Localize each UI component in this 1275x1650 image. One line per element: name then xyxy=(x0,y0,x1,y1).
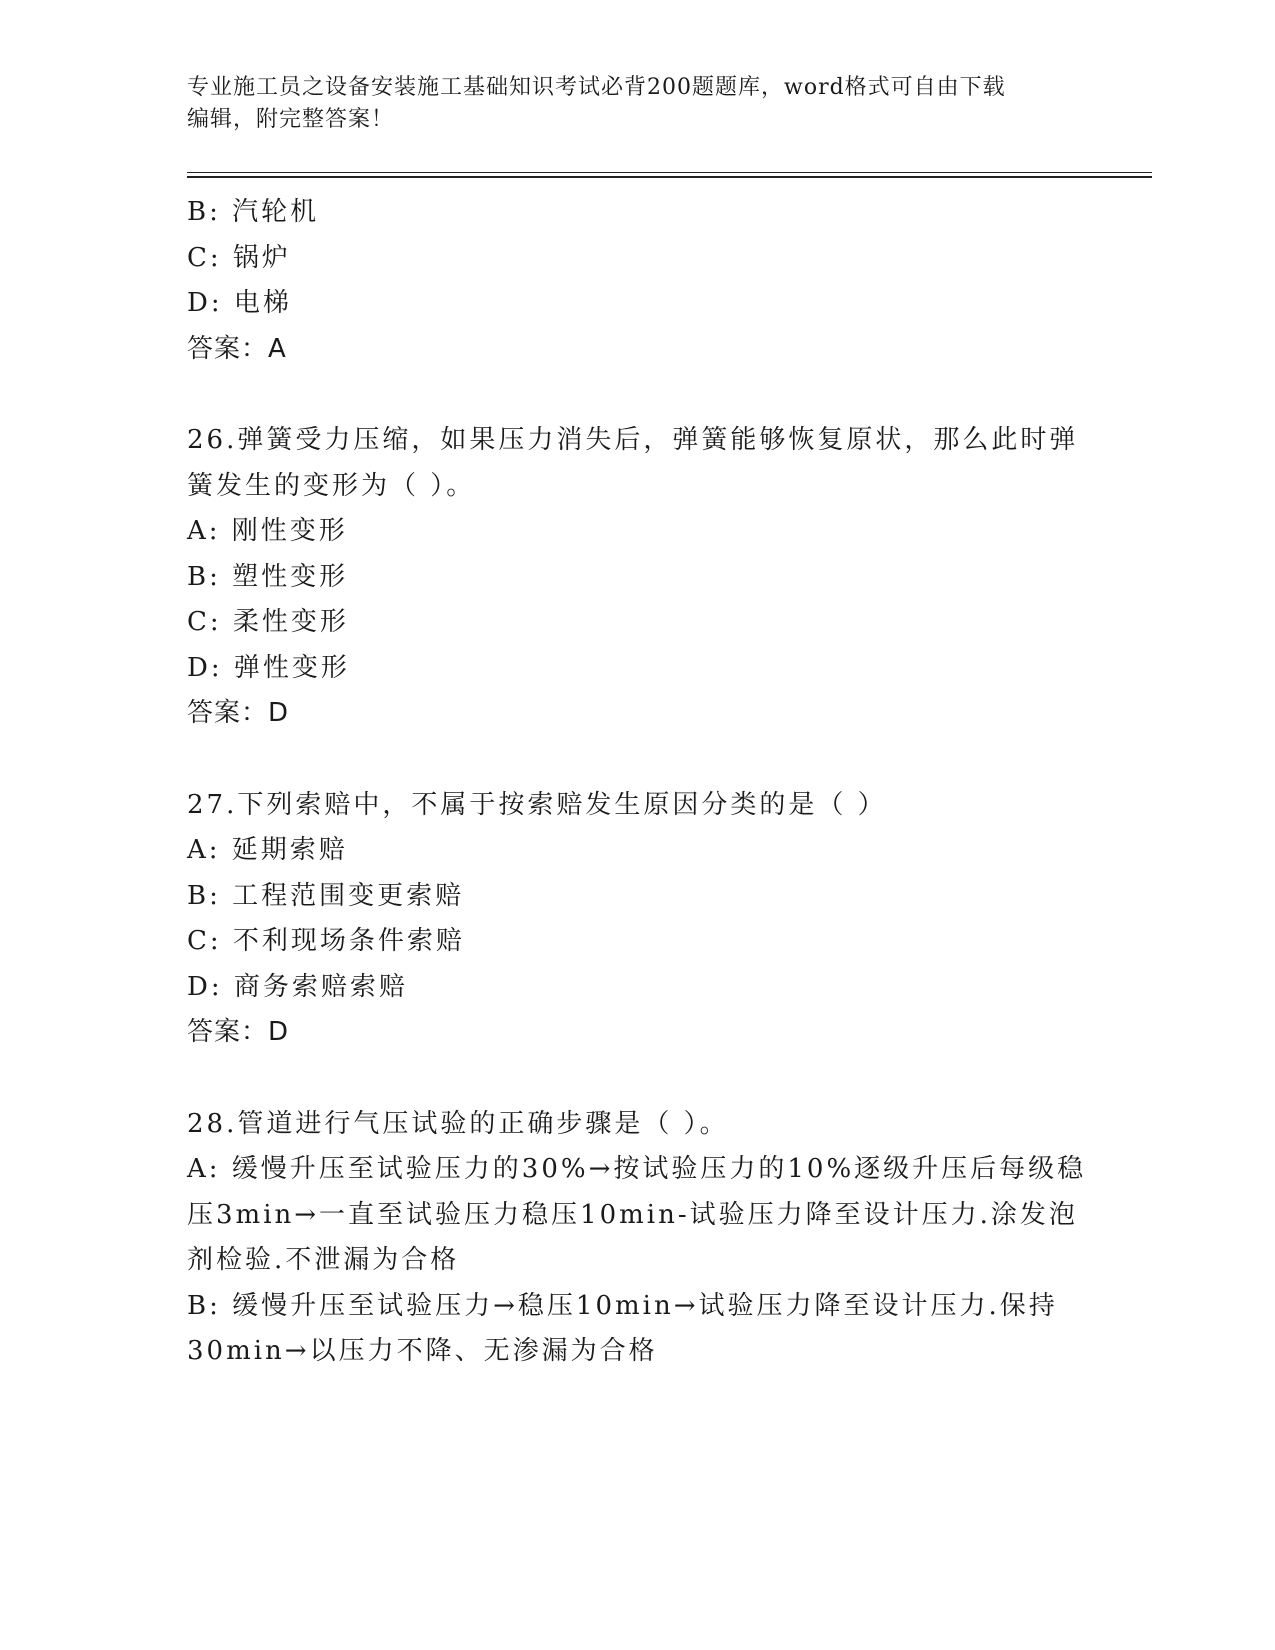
option-a-line-1: A: 缓慢升压至试验压力的30%→按试验压力的10%逐级升压后每级稳 xyxy=(187,1154,1087,1184)
header-title-line-1: 专业施工员之设备安装施工基础知识考试必背200题题库，word格式可自由下载 xyxy=(187,75,1006,100)
option-d: D: 电梯 xyxy=(187,288,292,318)
option-b: B: 塑性变形 xyxy=(187,561,349,592)
question-27 xyxy=(187,783,1087,1056)
header-title-line-2: 编辑，附完整答案！ xyxy=(187,107,395,132)
option-c: C: 柔性变形 xyxy=(187,607,349,637)
question-26 xyxy=(187,418,1087,737)
answer: 答案：D xyxy=(187,1017,290,1047)
option-a: A: 刚性变形 xyxy=(187,516,348,546)
question-25-tail xyxy=(187,190,1087,372)
answer: 答案：A xyxy=(187,333,287,364)
spacer xyxy=(187,737,1087,783)
question-stem-cont: 簧发生的变形为（ ）。 xyxy=(187,470,476,501)
option-b-line-2: 30min→以压力不降、无渗漏为合格 xyxy=(187,1336,658,1366)
option-d: D: 商务索赔索赔 xyxy=(187,971,408,1002)
option-b: B: 汽轮机 xyxy=(187,197,320,227)
option-a-line-3: 剂检验.不泄漏为合格 xyxy=(187,1245,460,1275)
header-divider-bottom xyxy=(187,176,1152,178)
question-stem: 27.下列索赔中，不属于按索赔发生原因分类的是（ ） xyxy=(187,789,887,820)
option-a: A: 延期索赔 xyxy=(187,835,348,865)
document-header xyxy=(187,72,1067,136)
answer: 答案：D xyxy=(187,698,290,728)
option-a-line-2: 压3min→一直至试验压力稳压10min-试验压力降至设计压力.涂发泡 xyxy=(187,1199,1078,1230)
option-c: C: 不利现场条件索赔 xyxy=(187,926,465,956)
question-28 xyxy=(187,1102,1087,1375)
question-stem: 28.管道进行气压试验的正确步骤是（ ）。 xyxy=(187,1108,729,1139)
option-b-line-1: B: 缓慢升压至试验压力→稳压10min→试验压力降至设计压力.保持 xyxy=(187,1290,1058,1321)
option-c: C: 锅炉 xyxy=(187,242,291,273)
option-b: B: 工程范围变更索赔 xyxy=(187,880,465,911)
question-stem: 26.弹簧受力压缩，如果压力消失后，弹簧能够恢复原状，那么此时弹 xyxy=(187,425,1079,455)
question-list xyxy=(187,190,1087,1375)
spacer xyxy=(187,1056,1087,1102)
option-d: D: 弹性变形 xyxy=(187,652,350,683)
spacer xyxy=(187,372,1087,418)
header-divider-top xyxy=(187,172,1152,173)
